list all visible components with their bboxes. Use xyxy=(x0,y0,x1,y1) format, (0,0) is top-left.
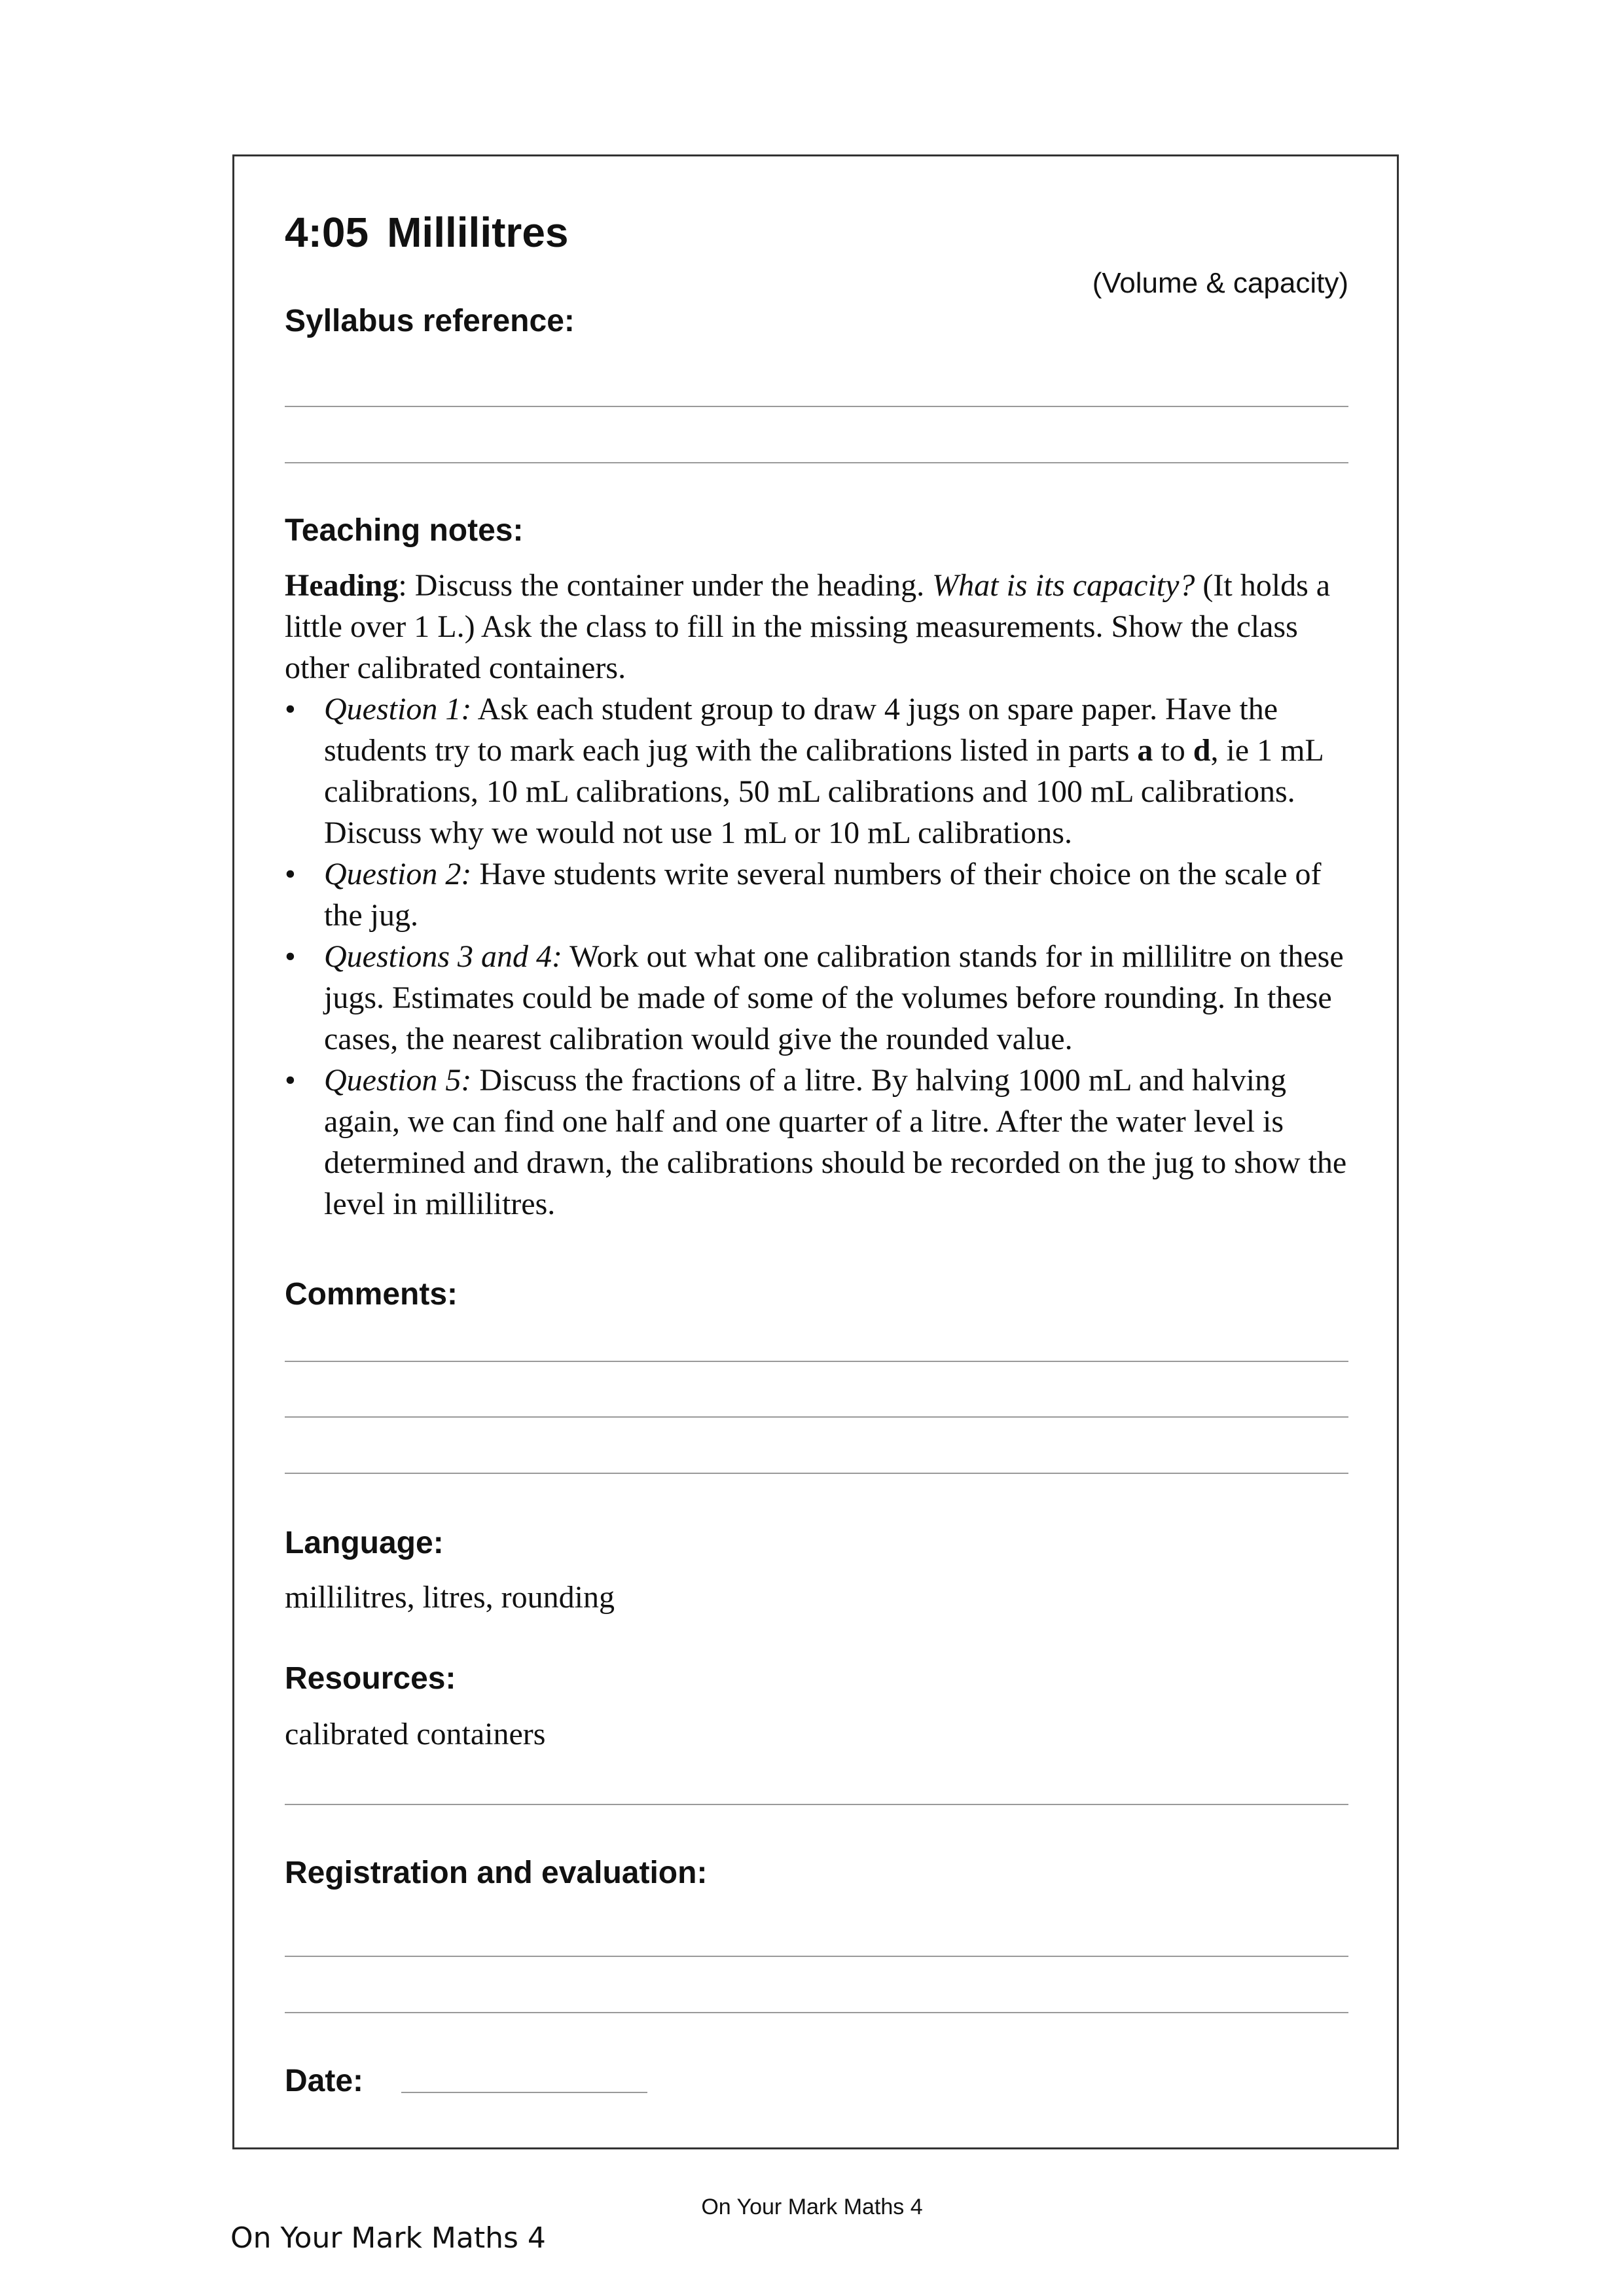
bullet-text: Ask each student group to draw 4 jugs on spare paper. Have the students try to mark each jug with the calibrations listed in parts xyxy=(324,692,1278,768)
intro-question: What is its capacity? xyxy=(932,568,1195,603)
comments-line-2 xyxy=(285,1416,1348,1418)
date-heading: Date: xyxy=(285,2064,364,2098)
part-a-label: a xyxy=(1137,733,1153,768)
intro-text: : Discuss the container under the heading. xyxy=(398,568,933,603)
bullet-text: , ie 1 mL calibrations, 10 mL calibrations, 50 mL calibrations and 100 mL calibrations. Discuss why we would not use 1 mL or 10 mL calibrations. xyxy=(324,733,1323,850)
page-title xyxy=(285,208,569,257)
bullet-text: Work out what one calibration stands for in millilitre on these jugs. Estimates could be made of some of the volumes before rounding. In these cases, the nearest calibration would give the rounded value. xyxy=(324,939,1344,1056)
resources-line xyxy=(285,1804,1348,1805)
bullet-label: Question 2: xyxy=(324,857,472,891)
bullet-text: Have students write several numbers of their choice on the scale of the jug. xyxy=(324,857,1322,933)
bullet-text: Discuss the fractions of a litre. By halving 1000 mL and halving again, we can find one half and one quarter of a litre. After the water level is determined and drawn, the calibrations should be recorded on the jug to show the level in millilitres. xyxy=(324,1063,1347,1221)
footer-left-text: On Your Mark Maths 4 xyxy=(230,2221,546,2255)
lesson-title: Millilitres xyxy=(387,209,569,256)
bullet-question-1 xyxy=(285,689,1348,853)
bullet-question-5 xyxy=(285,1060,1348,1225)
bullet-questions-3-4 xyxy=(285,936,1348,1060)
language-text: millilitres, litres, rounding xyxy=(285,1580,615,1615)
registration-line-2 xyxy=(285,2012,1348,2013)
bullet-label: Questions 3 and 4: xyxy=(324,939,562,974)
teaching-notes-heading: Teaching notes: xyxy=(285,513,524,548)
bullet-label: Question 1: xyxy=(324,692,472,726)
bullet-dot: • xyxy=(285,692,296,726)
bullet-label: Question 5: xyxy=(324,1063,472,1098)
comments-line-3 xyxy=(285,1473,1348,1474)
topic-label: (Volume & capacity) xyxy=(1092,267,1348,299)
syllabus-heading: Syllabus reference: xyxy=(285,304,575,338)
intro-text-cont: (It holds a little over 1 L.) Ask the class to fill in the missing measurements. Show the class other calibrated containers. xyxy=(285,568,1331,685)
footer-center-text: On Your Mark Maths 4 xyxy=(701,2195,923,2219)
comments-line-1 xyxy=(285,1361,1348,1362)
date-line xyxy=(401,2092,647,2093)
bullet-dot: • xyxy=(285,939,296,974)
comments-heading: Comments: xyxy=(285,1277,458,1312)
lesson-number: 4:05 xyxy=(285,209,369,256)
resources-text: calibrated containers xyxy=(285,1717,546,1751)
language-heading: Language: xyxy=(285,1526,444,1560)
syllabus-line-1 xyxy=(285,406,1348,407)
intro-label: Heading xyxy=(285,568,399,603)
teaching-notes-body xyxy=(285,565,1348,1225)
registration-heading: Registration and evaluation: xyxy=(285,1856,708,1890)
resources-heading: Resources: xyxy=(285,1661,456,1696)
registration-line-1 xyxy=(285,1956,1348,1957)
bullet-text: to xyxy=(1153,733,1193,768)
syllabus-line-2 xyxy=(285,462,1348,463)
part-d-label: d xyxy=(1193,733,1211,768)
bullet-dot: • xyxy=(285,1063,296,1098)
bullet-question-2 xyxy=(285,853,1348,936)
teaching-intro xyxy=(285,565,1348,689)
teaching-bullets xyxy=(285,689,1348,1225)
bullet-dot: • xyxy=(285,857,296,891)
